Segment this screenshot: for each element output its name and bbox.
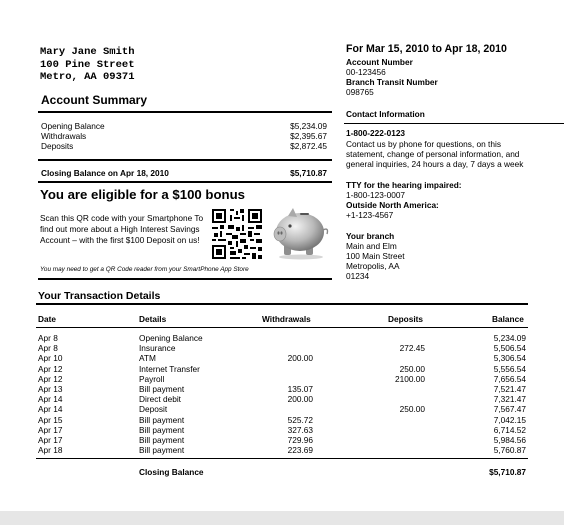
cell-withdrawal: 200.00	[287, 353, 313, 364]
cell-balance: 5,506.54	[493, 343, 526, 354]
cell-withdrawal: 729.96	[287, 435, 313, 445]
cell-date: Apr 17	[38, 424, 63, 435]
col-header-deposits: Deposits	[388, 314, 424, 324]
cell-balance: 5,760.87	[493, 445, 526, 456]
summary-label: Opening Balance	[41, 121, 105, 131]
table-row	[38, 353, 526, 363]
cell-date: Apr 10	[38, 353, 63, 364]
branch-transit-number: 098765	[346, 87, 374, 97]
header-rule	[36, 327, 528, 328]
cell-withdrawal: 135.07	[287, 384, 313, 394]
contact-text-line: general inquiries, 24 hours a day, 7 days a week	[346, 159, 524, 169]
cell-date: Apr 14	[38, 404, 63, 415]
table-row	[38, 425, 526, 435]
cell-balance: 7,656.54	[493, 373, 526, 384]
summary-row-deposits	[41, 141, 327, 151]
account-summary-title: Account Summary	[41, 93, 148, 107]
col-header-details: Details	[139, 314, 167, 324]
tty-phone: 1-800-123-0007	[346, 190, 406, 200]
table-row	[38, 364, 526, 374]
customer-street: 100 Pine Street	[40, 58, 135, 71]
contact-rule	[344, 123, 564, 124]
transactions-title: Your Transaction Details	[38, 290, 161, 302]
qr-code-icon	[212, 209, 262, 259]
cell-details: Bill payment	[139, 445, 185, 456]
statement-period: For Mar 15, 2010 to Apr 18, 2010	[346, 43, 507, 55]
summary-row-opening	[41, 121, 327, 131]
cell-withdrawal: 200.00	[287, 394, 313, 405]
transactions-closing-value: $5,710.87	[489, 467, 526, 477]
cell-date: Apr 14	[38, 394, 63, 405]
closing-rule	[36, 458, 528, 459]
customer-city: Metro, AA 09371	[40, 71, 135, 83]
summary-bottom-rule	[38, 181, 332, 183]
cell-details: Direct debit	[139, 394, 181, 405]
cell-details: Insurance	[139, 343, 176, 354]
cell-balance: 7,567.47	[493, 404, 526, 415]
bonus-title: You are eligible for a $100 bonus	[40, 187, 245, 202]
branch-line: 100 Main Street	[346, 251, 405, 261]
summary-label: Deposits	[41, 141, 74, 151]
col-header-date: Date	[38, 314, 56, 324]
cell-deposit: 250.00	[399, 404, 425, 415]
table-row	[38, 384, 526, 394]
col-header-balance: Balance	[492, 314, 524, 324]
contact-text-line: statement, change of personal information, and	[346, 149, 520, 159]
branch-label: Your branch	[346, 231, 395, 241]
table-row	[38, 333, 526, 343]
outside-na-label: Outside North America:	[346, 200, 439, 210]
cell-details: ATM	[139, 353, 156, 364]
cell-details: Deposit	[139, 404, 168, 415]
summary-row-withdrawals	[41, 131, 327, 141]
tty-label: TTY for the hearing impaired:	[346, 180, 462, 190]
cell-balance: 7,521.47	[493, 384, 526, 394]
bonus-note: You may need to get a QR Code reader from your SmartPhone App Store	[40, 266, 249, 273]
table-row	[38, 404, 526, 414]
cell-withdrawal: 223.69	[287, 445, 313, 456]
closing-value: $5,710.87	[290, 168, 327, 178]
summary-value: $2,395.67	[290, 131, 327, 141]
page-bottom-strip	[0, 511, 564, 525]
cell-details: Opening Balance	[139, 333, 203, 343]
cell-date: Apr 13	[38, 384, 63, 394]
cell-details: Payroll	[139, 373, 165, 384]
table-row	[38, 415, 526, 425]
customer-name: Mary Jane Smith	[40, 46, 135, 58]
summary-closing-row	[41, 168, 327, 178]
summary-top-rule	[38, 111, 332, 113]
cell-details: Bill payment	[139, 384, 185, 394]
cell-date: Apr 18	[38, 445, 63, 456]
cell-withdrawal: 525.72	[287, 414, 313, 425]
cell-balance: 5,234.09	[493, 333, 526, 343]
cell-date: Apr 12	[38, 373, 63, 384]
table-row	[38, 374, 526, 384]
table-row	[38, 343, 526, 353]
cell-date: Apr 8	[38, 333, 58, 343]
contact-heading: Contact Information	[346, 109, 425, 119]
summary-value: $5,234.09	[290, 121, 327, 131]
cell-details: Bill payment	[139, 414, 185, 425]
bonus-bottom-rule	[38, 278, 332, 280]
branch-line: Metropolis, AA	[346, 261, 400, 271]
cell-deposit: 250.00	[399, 363, 425, 374]
cell-date: Apr 8	[38, 343, 58, 354]
contact-phone: 1-800-222-0123	[346, 128, 406, 138]
transactions-closing-label: Closing Balance	[139, 467, 204, 477]
cell-date: Apr 17	[38, 435, 63, 445]
branch-line: 01234	[346, 271, 370, 281]
col-header-withdrawals: Withdrawals	[262, 314, 311, 324]
account-number-label: Account Number	[346, 57, 413, 67]
cell-withdrawal: 327.63	[287, 424, 313, 435]
cell-balance: 7,321.47	[493, 394, 526, 405]
summary-mid-rule	[38, 159, 332, 161]
cell-details: Internet Transfer	[139, 363, 200, 374]
transactions-top-rule	[36, 303, 528, 305]
cell-details: Bill payment	[139, 435, 185, 445]
branch-line: Main and Elm	[346, 241, 397, 251]
cell-details: Bill payment	[139, 424, 185, 435]
table-row	[38, 435, 526, 445]
table-row	[38, 394, 526, 404]
cell-balance: 6,714.52	[493, 424, 526, 435]
piggy-bank-icon	[270, 204, 332, 260]
customer-address	[40, 46, 135, 84]
cell-date: Apr 15	[38, 414, 63, 425]
bonus-text: Scan this QR code with your Smartphone To find out more about a High Interest Savings Account – with the first $100 Deposit on us!	[40, 213, 204, 245]
closing-label: Closing Balance on Apr 18, 2010	[41, 168, 169, 178]
cell-balance: 7,042.15	[493, 414, 526, 425]
cell-deposit: 2100.00	[395, 373, 425, 384]
summary-value: $2,872.45	[290, 141, 327, 151]
cell-balance: 5,306.54	[493, 353, 526, 364]
summary-label: Withdrawals	[41, 131, 87, 141]
contact-text-line: Contact us by phone for questions, on this	[346, 139, 501, 149]
table-row	[38, 445, 526, 455]
account-number: 00-123456	[346, 67, 386, 77]
cell-balance: 5,556.54	[493, 363, 526, 374]
outside-na-phone: +1-123-4567	[346, 210, 394, 220]
cell-balance: 5,984.56	[493, 435, 526, 445]
cell-deposit: 272.45	[399, 343, 425, 354]
branch-transit-label: Branch Transit Number	[346, 77, 438, 87]
cell-date: Apr 12	[38, 363, 63, 374]
